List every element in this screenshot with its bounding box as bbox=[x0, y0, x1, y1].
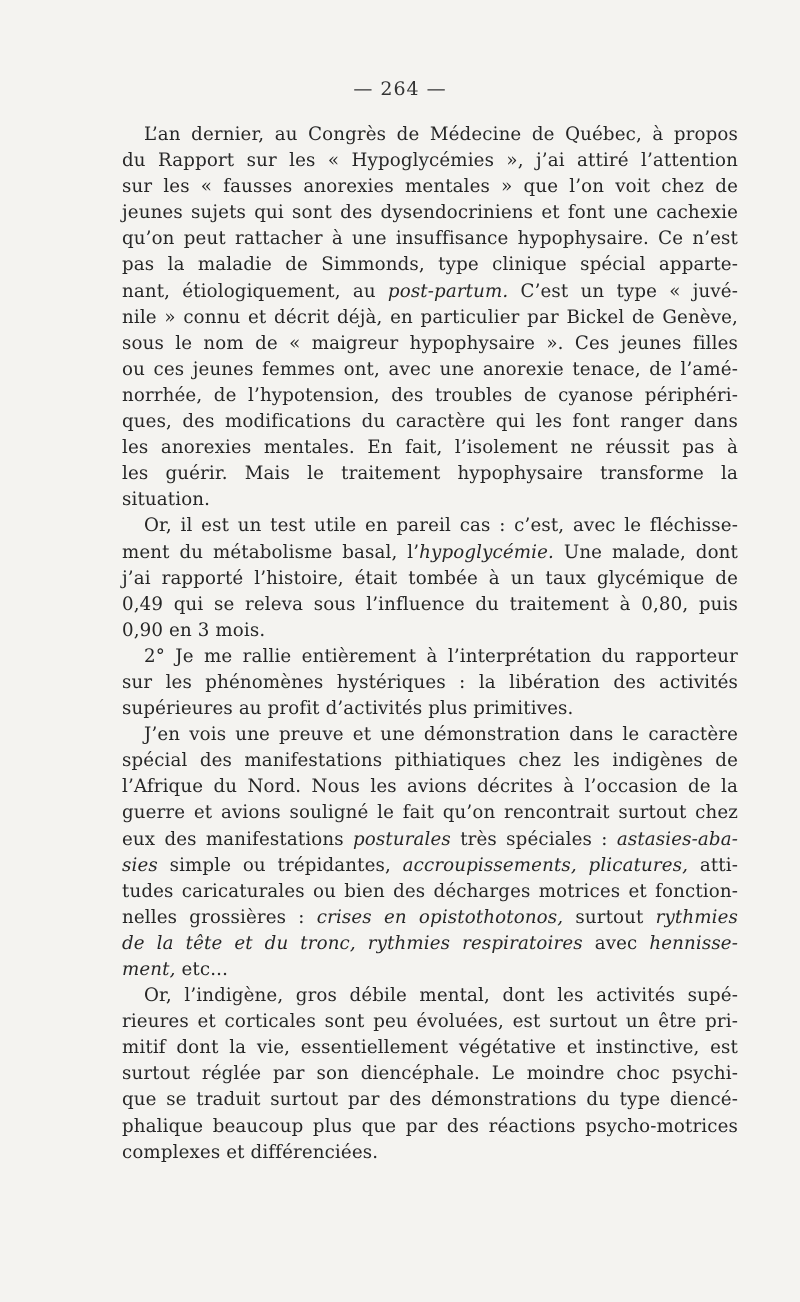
text-run: sur les « fausses anorexies mentales » que l’on voit chez de bbox=[122, 176, 738, 198]
text-line bbox=[122, 1114, 738, 1140]
italic-text-run: ment, bbox=[122, 959, 176, 980]
paragraph-p3 bbox=[122, 644, 738, 722]
text-run: l’Afrique du Nord. Nous les avions décrites à l’occasion de la bbox=[122, 776, 738, 798]
text-run: sous le nom de « maigreur hypophysaire ». Ces jeunes filles bbox=[122, 332, 738, 354]
text-run: J’en vois une preuve et une démonstration dans le caractère bbox=[144, 724, 738, 746]
text-run: ou ces jeunes femmes ont, avec une anorexie tenace, de l’amé- bbox=[122, 358, 738, 380]
text-line bbox=[122, 174, 738, 200]
text-run: sur les phénomènes hystériques : la libération des activités bbox=[122, 671, 738, 693]
text-line bbox=[122, 748, 738, 774]
text-run: avec bbox=[582, 932, 650, 954]
text-run: nile » connu et décrit déjà, en particulier par Bickel de Genève, bbox=[122, 306, 738, 328]
text-line bbox=[122, 592, 738, 618]
italic-text-run: hypoglycémie. bbox=[419, 541, 554, 563]
text-run: norrhée, de l’hypotension, des troubles de cyanose périphéri- bbox=[122, 384, 738, 406]
text-line bbox=[122, 513, 738, 539]
text-run: Or, l’indigène, gros débile mental, dont les activités supé- bbox=[144, 985, 738, 1007]
text-line bbox=[122, 1087, 738, 1113]
text-line bbox=[122, 305, 738, 331]
text-run: 0,90 en 3 mois. bbox=[122, 619, 266, 641]
italic-text-run: rythmies bbox=[655, 906, 738, 928]
text-line bbox=[122, 279, 738, 305]
italic-text-run: sies bbox=[122, 854, 158, 876]
text-run: spécial des manifestations pithiatiques chez les indigènes de bbox=[122, 750, 738, 772]
text-line bbox=[122, 618, 738, 644]
paragraph-p5 bbox=[122, 983, 738, 1166]
paragraph-p4 bbox=[122, 722, 738, 983]
text-line bbox=[122, 1140, 738, 1166]
text-line bbox=[122, 774, 738, 800]
text-line bbox=[122, 722, 738, 748]
text-line bbox=[122, 853, 738, 879]
text-run: Or, il est un test utile en pareil cas : c’est, avec le fléchisse- bbox=[144, 515, 738, 537]
text-run: mitif dont la vie, essentiellement végétative et instinctive, est bbox=[122, 1037, 738, 1059]
body-text bbox=[122, 122, 738, 1166]
text-line bbox=[122, 461, 738, 487]
text-line bbox=[122, 1035, 738, 1061]
text-run: nelles grossières : bbox=[122, 906, 317, 928]
text-line bbox=[122, 800, 738, 826]
text-line bbox=[122, 983, 738, 1009]
text-run: phalique beaucoup plus que par des réactions psycho-motrices bbox=[122, 1115, 738, 1137]
text-line bbox=[122, 566, 738, 592]
paragraph-p1 bbox=[122, 122, 738, 513]
italic-text-run: astasies-aba- bbox=[616, 828, 738, 850]
text-line bbox=[122, 200, 738, 226]
text-run: C’est un type « juvé- bbox=[508, 280, 738, 302]
text-run: les anorexies mentales. En fait, l’isolement ne réussit pas à bbox=[122, 437, 738, 459]
italic-text-run: de la tête et du tronc, rythmies respiratoires bbox=[122, 932, 583, 954]
text-run: situation. bbox=[122, 489, 211, 511]
italic-text-run: hennisse- bbox=[649, 932, 739, 954]
text-line bbox=[122, 357, 738, 383]
text-run: nant, étiologiquement, au bbox=[122, 280, 388, 302]
text-run: 2° Je me rallie entièrement à l’interprétation du rapporteur bbox=[144, 645, 738, 667]
text-line bbox=[122, 252, 738, 278]
text-run: complexes et différenciées. bbox=[122, 1141, 379, 1163]
text-run: 0,49 qui se releva sous l’influence du traitement à 0,80, puis bbox=[122, 593, 738, 615]
text-line bbox=[122, 226, 738, 252]
text-line bbox=[122, 487, 738, 513]
text-line bbox=[122, 905, 738, 931]
text-run: L’an dernier, au Congrès de Médecine de Québec, à propos bbox=[144, 124, 738, 145]
italic-text-run: posturales bbox=[353, 828, 451, 850]
italic-text-run: post-partum. bbox=[387, 280, 509, 302]
text-run: surtout réglée par son diencéphale. Le moindre choc psychi- bbox=[122, 1063, 738, 1085]
text-line bbox=[122, 670, 738, 696]
text-run: qu’on peut rattacher à une insuffisance hypophysaire. Ce n’est bbox=[122, 228, 738, 250]
text-run: que se traduit surtout par des démonstrations du type diencé- bbox=[122, 1089, 738, 1111]
page-number: — 264 — bbox=[353, 78, 447, 100]
text-line bbox=[122, 696, 738, 722]
text-run: supérieures au profit d’activités plus primitives. bbox=[122, 698, 574, 720]
text-run: très spéciales : bbox=[450, 828, 617, 850]
text-run: eux des manifestations bbox=[122, 828, 354, 850]
text-run: jeunes sujets qui sont des dysendocriniens et font une cachexie bbox=[122, 202, 738, 224]
text-line bbox=[122, 435, 738, 461]
text-run: tudes caricaturales ou bien des décharges motrices et fonction- bbox=[122, 880, 738, 902]
text-line bbox=[122, 1061, 738, 1087]
paragraph-p2 bbox=[122, 513, 738, 643]
text-line bbox=[122, 122, 738, 148]
text-line bbox=[122, 644, 738, 670]
text-run: du Rapport sur les « Hypoglycémies », j’ai attiré l’attention bbox=[122, 150, 738, 172]
text-run: ques, des modifications du caractère qui les font ranger dans bbox=[122, 411, 738, 433]
text-run: rieures et corticales sont peu évoluées, est surtout un être pri- bbox=[122, 1011, 738, 1033]
text-run: pas la maladie de Simmonds, type clinique spécial apparte- bbox=[122, 254, 738, 276]
text-line bbox=[122, 957, 738, 983]
text-line bbox=[122, 931, 738, 957]
text-run: simple ou trépidantes, bbox=[157, 854, 403, 876]
text-run: surtout bbox=[563, 906, 656, 928]
text-run: atti- bbox=[688, 854, 738, 876]
italic-text-run: accroupissements, plicatures, bbox=[402, 854, 689, 876]
text-run: etc... bbox=[175, 959, 229, 980]
text-line bbox=[122, 827, 738, 853]
text-line bbox=[122, 331, 738, 357]
text-run: Une malade, dont bbox=[553, 541, 739, 563]
text-run: j’ai rapporté l’histoire, était tombée à un taux glycémique de bbox=[122, 567, 738, 589]
italic-text-run: crises en opistothotonos, bbox=[316, 906, 564, 928]
text-run: guerre et avions souligné le fait qu’on rencontrait surtout chez bbox=[122, 802, 738, 824]
text-line bbox=[122, 1009, 738, 1035]
text-run: ment du métabolisme basal, l’ bbox=[122, 541, 420, 563]
text-line bbox=[122, 383, 738, 409]
text-line bbox=[122, 540, 738, 566]
text-line bbox=[122, 409, 738, 435]
text-line bbox=[122, 879, 738, 905]
text-run: les guérir. Mais le traitement hypophysaire transforme la bbox=[122, 463, 738, 485]
text-line bbox=[122, 148, 738, 174]
